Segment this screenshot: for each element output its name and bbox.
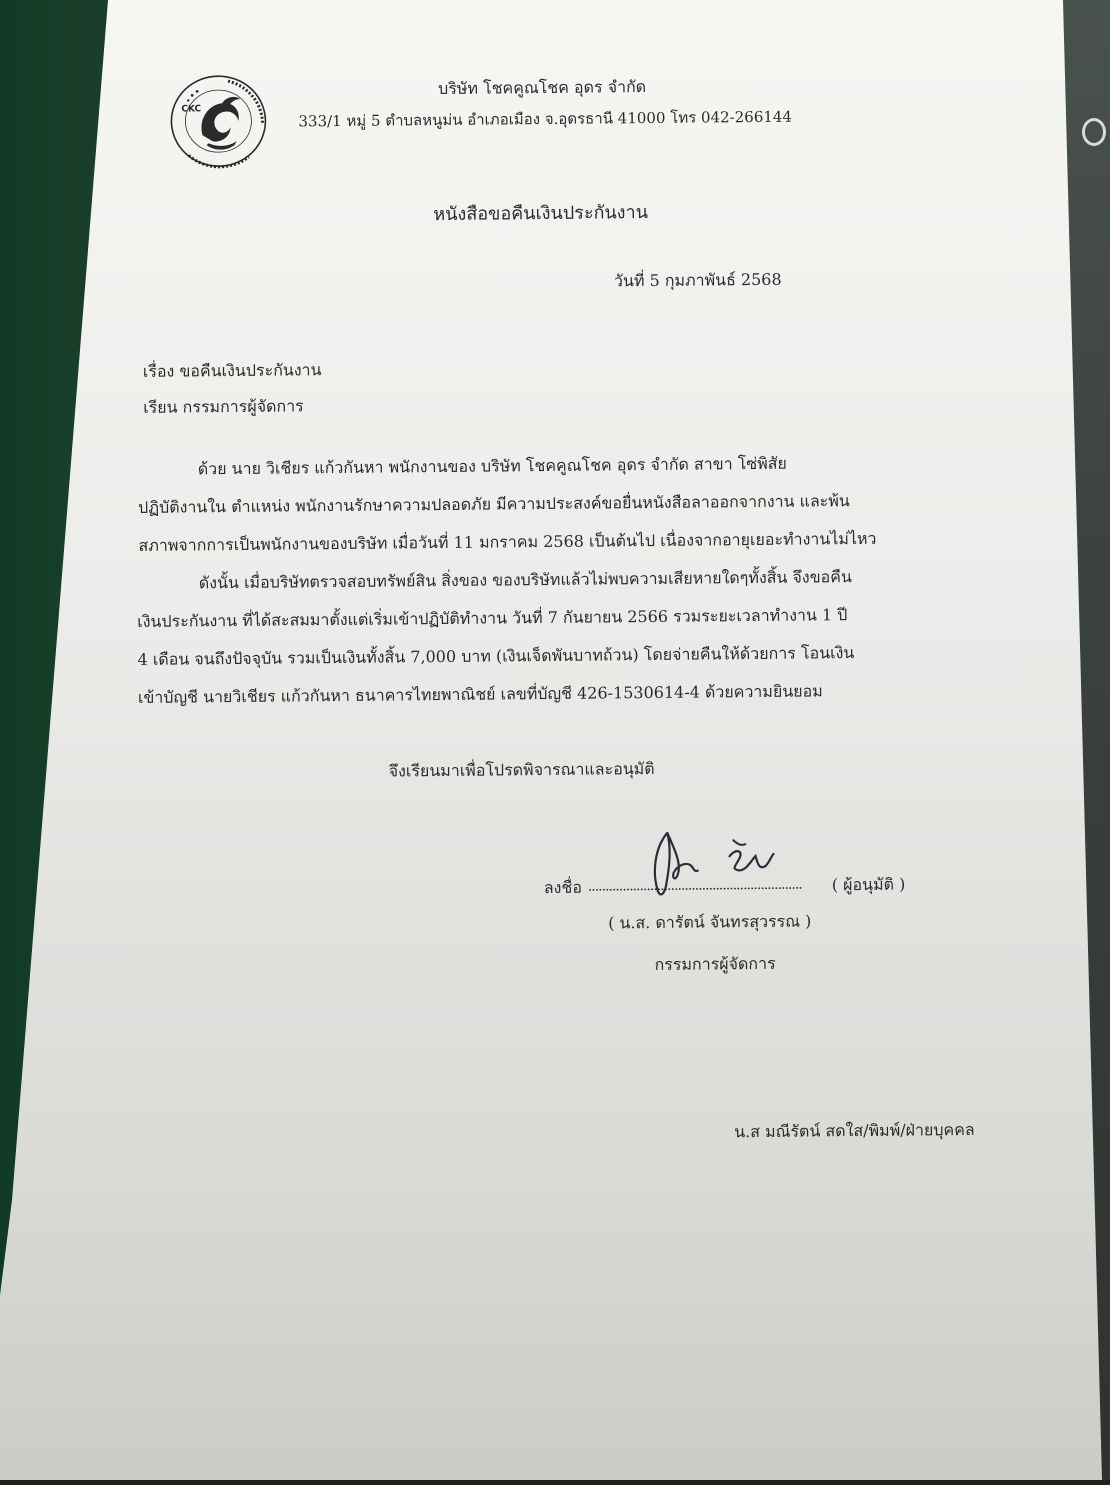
typist-note: น.ส มณีรัตน์ สดใส/พิมพ์/ฝ่ายบุคคล xyxy=(734,1119,975,1142)
body-line: ด้วย นาย วิเชียร แก้วกันหา พนักงานของ บริษัท โชคคูณโชค อุดร จำกัด สาขา โซ่พิสัย xyxy=(197,453,787,479)
body-line: ดังนั้น เมื่อบริษัทตรวจสอบทรัพย์สิน สิ่งของ ของบริษัทแล้วไม่พบความเสียหายใดๆทั้งสิ้น จึงขอคืน xyxy=(198,567,852,593)
body-line: 4 เดือน จนถึงปัจจุบัน รวมเป็นเงินทั้งสิ้น 7,000 บาท (เงินเจ็ดพันบาทถ้วน) โดยจ่ายคืนให้ด้วยการ โอนเงิน xyxy=(137,643,855,669)
company-address: 333/1 หมู่ 5 ตำบลหนูม่น อำเภอเมือง จ.อุดรธานี 41000 โทร 042-266144 xyxy=(298,107,793,131)
company-name: บริษัท โชคคูณโชค อุดร จำกัด xyxy=(438,77,647,99)
document-date: วันที่ 5 กุมภาพันธ์ 2568 xyxy=(613,269,782,291)
handwritten-signature-icon xyxy=(641,820,792,901)
closing-line: จึงเรียนมาเพื่อโปรดพิจารณาและอนุมัติ xyxy=(388,758,655,781)
subject-line: เรื่อง ขอคืนเงินประกันงาน xyxy=(142,360,322,381)
document-title: หนังสือขอคืนเงินประกันงาน xyxy=(433,202,649,226)
body-line: เงินประกันงาน ที่ได้สะสมมาตั้งแต่เริ่มเข้าปฏิบัติทำงาน วันที่ 7 กันยายน 2566 รวมระยะเวลาทำงาน 1 ปี xyxy=(137,605,848,631)
signer-name: ( น.ส. ดารัตน์ จันทรสุวรรณ ) xyxy=(608,911,812,933)
body-line: ปฏิบัติงานใน ตำแหน่ง พนักงานรักษาความปลอดภัย มีความประสงค์ขอยื่นหนังสือลาออกจากงาน และพ้น xyxy=(138,491,850,517)
logo-mark-text: CKC xyxy=(181,104,202,115)
recipient-line: เรียน กรรมการผู้จัดการ xyxy=(143,396,304,417)
sign-role: ( ผู้อนุมัติ ) xyxy=(831,874,906,895)
body-line: สภาพจากการเป็นพนักงานของบริษัท เมื่อวันที่ 11 มกราคม 2568 เป็นต้นไป เนื่องจากอายุเยอะทำงานไม่ไหว xyxy=(138,528,877,555)
signer-title: กรรมการผู้จัดการ xyxy=(654,953,776,975)
body-line: เข้าบัญชี นายวิเชียร แก้วกันหา ธนาคารไทยพาณิชย์ เลขที่บัญชี 426-1530614-4 ด้วยความยินยอม xyxy=(137,681,823,707)
sign-dotted-line: .............................................................. xyxy=(587,876,802,895)
sign-prefix: ลงชื่อ xyxy=(543,877,582,898)
company-logo-icon xyxy=(168,73,269,170)
